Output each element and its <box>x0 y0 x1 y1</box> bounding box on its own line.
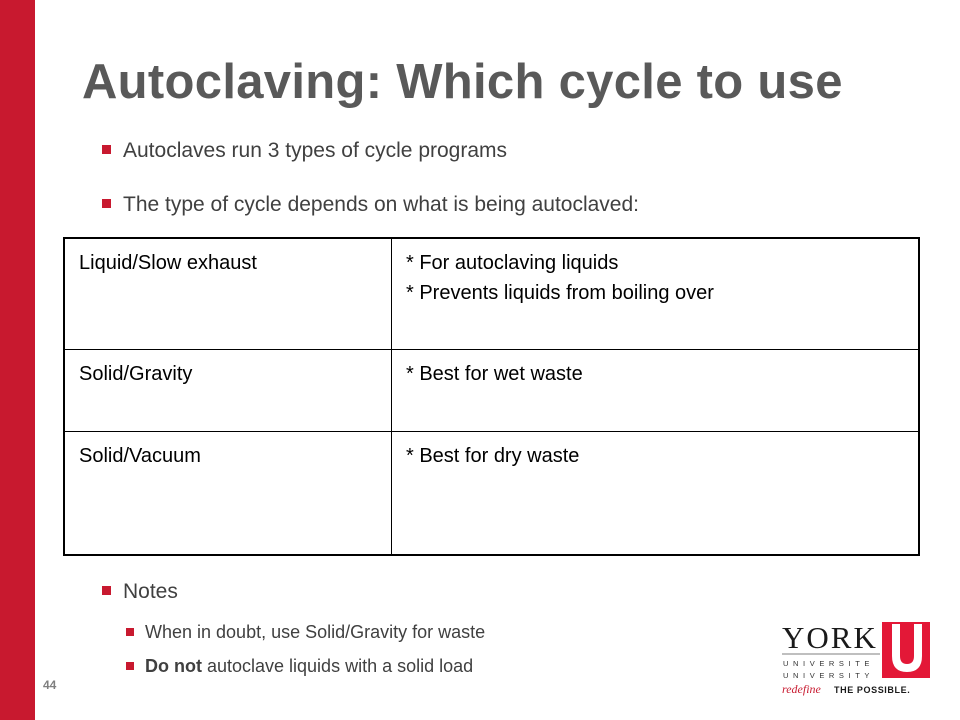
cycle-note: * Best for dry waste <box>406 444 580 467</box>
bullet-cycle-programs <box>102 139 507 163</box>
left-accent-bar <box>0 0 35 720</box>
bullet-text: The type of cycle depends on what is being autoclaved: <box>123 193 639 216</box>
square-bullet-icon <box>102 145 111 154</box>
slide-title: Autoclaving: Which cycle to use <box>82 55 843 109</box>
york-u-mark-icon <box>882 622 930 678</box>
table-row <box>64 238 919 349</box>
cycle-name-cell: Solid/Vacuum <box>64 431 392 555</box>
note-item <box>126 656 473 677</box>
york-university-logo <box>780 618 930 698</box>
cycle-table <box>63 237 920 556</box>
cycle-notes-cell <box>392 238 920 349</box>
bullet-notes-heading <box>102 580 178 604</box>
table-row <box>64 349 919 431</box>
cycle-name-cell: Liquid/Slow exhaust <box>64 238 392 349</box>
square-bullet-icon <box>102 586 111 595</box>
square-bullet-icon <box>126 628 134 636</box>
logo-tagline-italic: redefine <box>782 682 821 696</box>
logo-line-french: UNIVERSITE <box>783 659 875 668</box>
logo-wordmark: YORK <box>782 620 878 655</box>
page-number: 44 <box>43 678 57 692</box>
cycle-notes-cell <box>392 349 920 431</box>
bullet-text: Autoclaves run 3 types of cycle programs <box>123 139 508 162</box>
note-text: autoclave liquids with a solid load <box>201 656 474 676</box>
cycle-note: * For autoclaving liquids <box>406 252 619 274</box>
cycle-name-cell: Solid/Gravity <box>64 349 392 431</box>
square-bullet-icon <box>102 199 111 208</box>
note-text: When in doubt, use Solid/Gravity for waste <box>145 622 486 642</box>
note-item <box>126 622 485 643</box>
note-emphasis: Do not <box>145 656 202 676</box>
logo-tagline-caps: THE POSSIBLE. <box>834 685 911 695</box>
bullet-text: Notes <box>123 580 178 603</box>
cycle-notes-cell <box>392 431 920 555</box>
bullet-cycle-depends <box>102 193 639 217</box>
logo-line-english: UNIVERSITY <box>783 671 875 680</box>
table-row <box>64 431 919 555</box>
cycle-note: * Best for wet waste <box>406 362 583 385</box>
square-bullet-icon <box>126 662 134 670</box>
cycle-note: * Prevents liquids from boiling over <box>406 282 714 304</box>
